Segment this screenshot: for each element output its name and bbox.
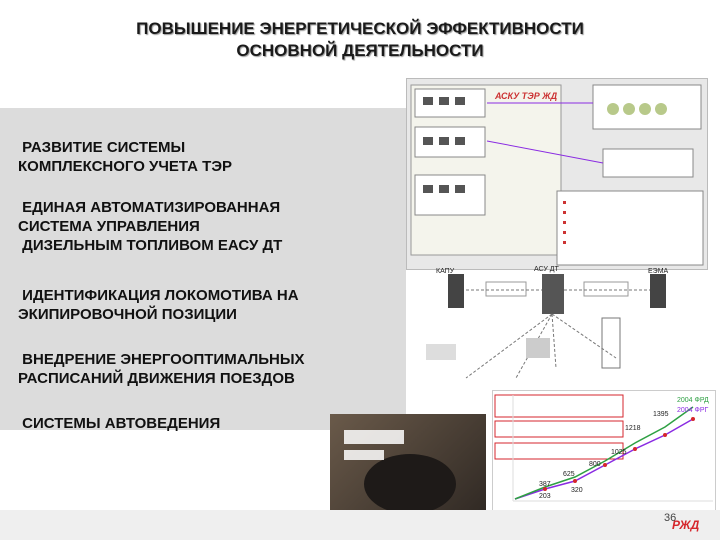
bullet-4: ВНЕДРЕНИЕ ЭНЕРГООПТИМАЛЬНЫХ РАСПИСАНИЙ ДВИЖЕНИЯ ПОЕЗДОВ xyxy=(18,351,305,387)
page-number: 36 xyxy=(664,512,677,524)
bullet-5: СИСТЕМЫ АВТОВЕДЕНИЯ xyxy=(18,415,221,432)
value-800: 800 xyxy=(589,461,601,468)
bullet-2: ЕДИНАЯ АВТОМАТИЗИРОВАННАЯ СИСТЕМА УПРАВЛЕНИЯ ДИЗЕЛЬНЫМ ТОПЛИВОМ ЕАСУ ДТ xyxy=(18,199,283,254)
title-line-1: ПОВЫШЕНИЕ ЭНЕРГЕТИЧЕСКОЙ ЭФФЕКТИВНОСТИ xyxy=(136,19,584,38)
savings-chart xyxy=(492,390,716,512)
eema-label: ЕЭМА xyxy=(648,268,669,275)
value-625: 625 xyxy=(563,471,575,478)
legend-frg: 2004 ФРГ xyxy=(677,407,709,414)
value-320: 320 xyxy=(571,487,583,494)
value-387: 387 xyxy=(539,481,551,488)
asu-dt-label: АСУ ДТ xyxy=(534,266,559,273)
value-203: 203 xyxy=(539,493,551,500)
value-1025: 1025 xyxy=(611,449,627,456)
slide-title xyxy=(60,18,660,62)
footer-bar xyxy=(0,510,720,540)
easu-diagram xyxy=(406,268,706,388)
easu-diagram-graphic xyxy=(406,268,706,388)
value-1395: 1395 xyxy=(653,411,669,418)
asku-diagram xyxy=(406,78,708,270)
asku-diagram-graphic xyxy=(407,79,707,269)
value-1218: 1218 xyxy=(625,425,641,432)
asku-label: АСКУ ТЭР ЖД xyxy=(495,91,558,101)
kapu-label: КАПУ xyxy=(436,268,455,275)
title-line-2: ОСНОВНОЙ ДЕЯТЕЛЬНОСТИ xyxy=(236,41,484,60)
legend-frd: 2004 ФРД xyxy=(677,397,709,404)
rzd-logo: РЖД xyxy=(672,518,700,532)
bullet-1: РАЗВИТИЕ СИСТЕМЫ КОМПЛЕКСНОГО УЧЕТА ТЭР xyxy=(18,139,232,175)
bullet-3: ИДЕНТИФИКАЦИЯ ЛОКОМОТИВА НА ЭКИПИРОВОЧНОЙ ПОЗИЦИИ xyxy=(18,287,299,323)
